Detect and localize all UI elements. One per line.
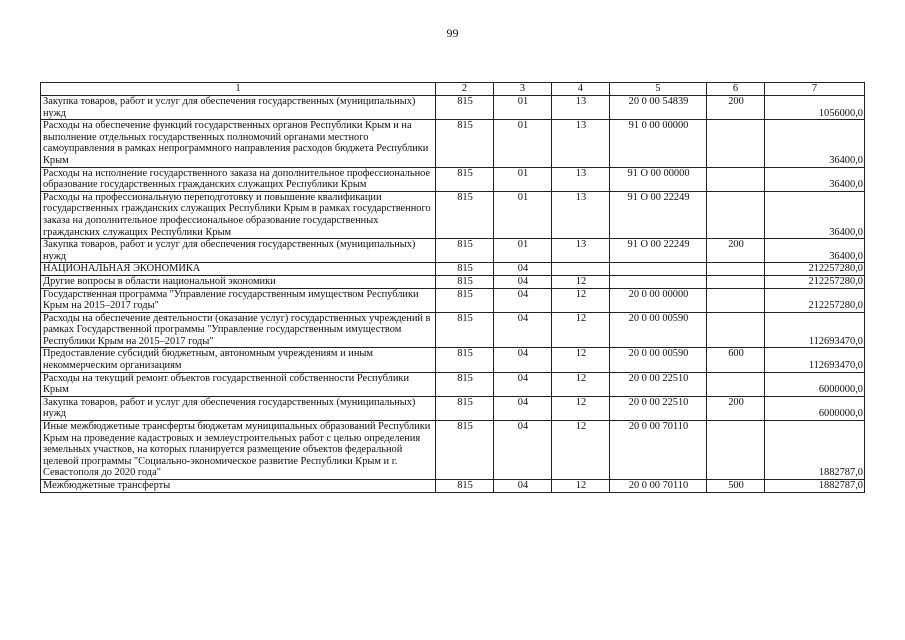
- row-name-cell: Государственная программа "Управление государственным имуществом Республики Крым на 2015–2017 годы": [41, 288, 436, 312]
- row-amount-cell: 36400,0: [765, 239, 865, 263]
- row-name-cell: Закупка товаров, работ и услуг для обеспечения государственных (муниципальных) нужд: [41, 96, 436, 120]
- row-name-cell: Иные межбюджетные трансферты бюджетам муниципальных образований Республики Крым на проведение кадастровых и землеустроительных работ с целью определения земельных участков, на которых планируется размещение объектов федеральной целевой программы "Социально-экономическое развитие Республики Крым и г. Севастополя до 2020 года": [41, 421, 436, 480]
- row-target-article-cell: 20 0 00 70110: [610, 421, 707, 480]
- row-target-article-cell: 91 О 00 00000: [610, 167, 707, 191]
- row-expense-type-cell: [707, 263, 765, 276]
- row-name-cell: Расходы на текущий ремонт объектов государственной собственности Республики Крым: [41, 372, 436, 396]
- row-ministry-code-cell: 815: [436, 480, 494, 493]
- row-subsection-cell: 12: [552, 396, 610, 420]
- table-row: [41, 96, 865, 120]
- row-name-cell: Расходы на обеспечение функций государственных органов Республики Крым и на выполнение отдельных государственных полномочий органами местного самоуправления в рамках непрограммного направления расходов бюджета Республики Крым: [41, 120, 436, 167]
- row-amount-cell: 36400,0: [765, 120, 865, 167]
- row-ministry-code-cell: 815: [436, 263, 494, 276]
- row-subsection-cell: 13: [552, 191, 610, 238]
- row-ministry-code-cell: 815: [436, 167, 494, 191]
- row-target-article-cell: 20 0 00 00590: [610, 312, 707, 348]
- row-ministry-code-cell: 815: [436, 191, 494, 238]
- page-number: 99: [446, 26, 459, 40]
- row-section-cell: 04: [494, 312, 552, 348]
- row-target-article-cell: 20 0 00 22510: [610, 396, 707, 420]
- row-name-cell: Расходы на исполнение государственного заказа на дополнительное профессиональное образование государственных гражданских служащих Республики Крым: [41, 167, 436, 191]
- row-target-article-cell: 91 О 00 22249: [610, 239, 707, 263]
- table-header-row: [41, 83, 865, 96]
- row-name-cell: Другие вопросы в области национальной экономики: [41, 275, 436, 288]
- table-row: [41, 348, 865, 372]
- row-expense-type-cell: 600: [707, 348, 765, 372]
- table-row: [41, 191, 865, 238]
- row-ministry-code-cell: 815: [436, 120, 494, 167]
- row-ministry-code-cell: 815: [436, 396, 494, 420]
- row-amount-cell: 112693470,0: [765, 348, 865, 372]
- row-subsection-cell: 13: [552, 96, 610, 120]
- row-amount-cell: 36400,0: [765, 191, 865, 238]
- row-section-cell: 04: [494, 480, 552, 493]
- table-row: [41, 167, 865, 191]
- row-ministry-code-cell: 815: [436, 275, 494, 288]
- header-cell-5: 5: [610, 83, 707, 96]
- row-amount-cell: 212257280,0: [765, 275, 865, 288]
- row-name-cell: Закупка товаров, работ и услуг для обеспечения государственных (муниципальных) нужд: [41, 239, 436, 263]
- row-section-cell: 04: [494, 396, 552, 420]
- row-ministry-code-cell: 815: [436, 348, 494, 372]
- budget-table: [40, 82, 865, 493]
- row-target-article-cell: 20 0 00 00590: [610, 348, 707, 372]
- row-section-cell: 01: [494, 167, 552, 191]
- table-row: [41, 312, 865, 348]
- row-target-article-cell: 91 О 00 22249: [610, 191, 707, 238]
- row-ministry-code-cell: 815: [436, 421, 494, 480]
- row-subsection-cell: 12: [552, 421, 610, 480]
- row-ministry-code-cell: 815: [436, 288, 494, 312]
- row-expense-type-cell: [707, 191, 765, 238]
- row-subsection-cell: 12: [552, 372, 610, 396]
- row-target-article-cell: [610, 263, 707, 276]
- table-row: [41, 263, 865, 276]
- row-amount-cell: 1882787,0: [765, 421, 865, 480]
- row-amount-cell: 212257280,0: [765, 263, 865, 276]
- row-expense-type-cell: [707, 312, 765, 348]
- row-ministry-code-cell: 815: [436, 96, 494, 120]
- row-subsection-cell: 12: [552, 288, 610, 312]
- row-section-cell: 04: [494, 275, 552, 288]
- row-subsection-cell: [552, 263, 610, 276]
- row-expense-type-cell: [707, 372, 765, 396]
- row-expense-type-cell: [707, 288, 765, 312]
- row-section-cell: 04: [494, 348, 552, 372]
- row-name-cell: Расходы на обеспечение деятельности (оказание услуг) государственных учреждений в рамках Государственной программы "Управление государственным имуществом Республики Крым на 2015–2017 годы": [41, 312, 436, 348]
- row-name-cell: Межбюджетные трансферты: [41, 480, 436, 493]
- row-section-cell: 01: [494, 191, 552, 238]
- table-row: [41, 396, 865, 420]
- row-section-cell: 04: [494, 288, 552, 312]
- row-expense-type-cell: [707, 167, 765, 191]
- row-amount-cell: 6000000,0: [765, 372, 865, 396]
- header-cell-3: 3: [494, 83, 552, 96]
- table-row: [41, 275, 865, 288]
- row-name-cell: НАЦИОНАЛЬНАЯ ЭКОНОМИКА: [41, 263, 436, 276]
- row-subsection-cell: 12: [552, 348, 610, 372]
- row-section-cell: 04: [494, 263, 552, 276]
- row-ministry-code-cell: 815: [436, 312, 494, 348]
- table-row: [41, 480, 865, 493]
- row-expense-type-cell: [707, 421, 765, 480]
- row-amount-cell: 1056000,0: [765, 96, 865, 120]
- row-subsection-cell: 13: [552, 167, 610, 191]
- row-name-cell: Расходы на профессиональную переподготовку и повышение квалификации государственных гражданских служащих Республики Крым в рамках государственного заказа на дополнительное профессиональное образование государственных гражданских служащих Республики Крым: [41, 191, 436, 238]
- header-cell-7: 7: [765, 83, 865, 96]
- row-expense-type-cell: 200: [707, 396, 765, 420]
- row-subsection-cell: 12: [552, 312, 610, 348]
- row-expense-type-cell: 500: [707, 480, 765, 493]
- row-name-cell: Закупка товаров, работ и услуг для обеспечения государственных (муниципальных) нужд: [41, 396, 436, 420]
- row-ministry-code-cell: 815: [436, 372, 494, 396]
- table-row: [41, 421, 865, 480]
- table-row: [41, 120, 865, 167]
- row-amount-cell: 6000000,0: [765, 396, 865, 420]
- header-cell-4: 4: [552, 83, 610, 96]
- row-ministry-code-cell: 815: [436, 239, 494, 263]
- row-section-cell: 04: [494, 421, 552, 480]
- row-subsection-cell: 12: [552, 480, 610, 493]
- row-expense-type-cell: [707, 120, 765, 167]
- row-amount-cell: 212257280,0: [765, 288, 865, 312]
- row-target-article-cell: 20 0 00 00000: [610, 288, 707, 312]
- header-cell-1: 1: [41, 83, 436, 96]
- row-expense-type-cell: 200: [707, 239, 765, 263]
- row-name-cell: Предоставление субсидий бюджетным, автономным учреждениям и иным некоммерческим организациям: [41, 348, 436, 372]
- row-amount-cell: 112693470,0: [765, 312, 865, 348]
- row-subsection-cell: 13: [552, 120, 610, 167]
- table-body: [41, 96, 865, 493]
- row-target-article-cell: [610, 275, 707, 288]
- row-section-cell: 01: [494, 96, 552, 120]
- row-target-article-cell: 91 0 00 00000: [610, 120, 707, 167]
- header-cell-2: 2: [436, 83, 494, 96]
- header-cell-6: 6: [707, 83, 765, 96]
- row-section-cell: 04: [494, 372, 552, 396]
- row-target-article-cell: 20 0 00 54839: [610, 96, 707, 120]
- row-section-cell: 01: [494, 120, 552, 167]
- row-expense-type-cell: 200: [707, 96, 765, 120]
- row-subsection-cell: 13: [552, 239, 610, 263]
- row-amount-cell: 36400,0: [765, 167, 865, 191]
- row-amount-cell: 1882787,0: [765, 480, 865, 493]
- row-subsection-cell: 12: [552, 275, 610, 288]
- table-row: [41, 288, 865, 312]
- row-section-cell: 01: [494, 239, 552, 263]
- table-row: [41, 239, 865, 263]
- row-target-article-cell: 20 0 00 70110: [610, 480, 707, 493]
- row-target-article-cell: 20 0 00 22510: [610, 372, 707, 396]
- row-expense-type-cell: [707, 275, 765, 288]
- table-row: [41, 372, 865, 396]
